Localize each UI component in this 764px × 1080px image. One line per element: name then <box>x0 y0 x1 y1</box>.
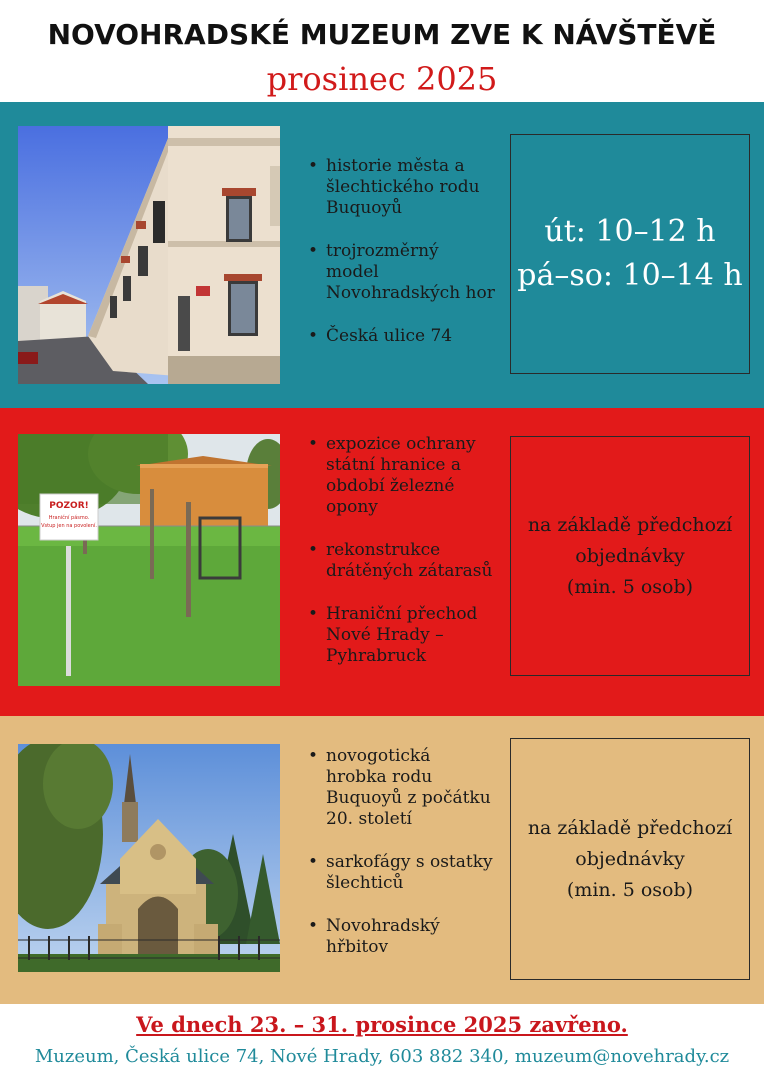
section-museum <box>0 102 764 408</box>
section-border-exhibit <box>0 408 764 716</box>
sign-text: Hraniční pásmo. <box>48 515 90 521</box>
page-title: NOVOHRADSKÉ MUZEUM ZVE K NÁVŠTĚVĚ <box>47 18 717 51</box>
reservation-box <box>510 436 750 676</box>
note-line: objednávky <box>575 544 685 567</box>
page-subtitle: prosinec 2025 <box>266 60 498 98</box>
note-line: na základě předchozí <box>527 513 733 536</box>
reservation-box <box>510 738 750 980</box>
opening-hours-box <box>510 134 750 374</box>
note-line: (min. 5 osob) <box>566 575 694 598</box>
hours-line: út: 10–12 h <box>544 214 716 249</box>
border-exhibit-photo <box>18 434 280 686</box>
sign-text: Vstup jen na povolení. <box>41 523 97 529</box>
note-line: objednávky <box>575 847 685 870</box>
contact-info: Muzeum, Česká ulice 74, Nové Hrady, 603 882 340, muzeum@novehrady.cz <box>34 1046 730 1067</box>
list-item: • sarkofágy s ostatky šlechticů <box>306 852 496 894</box>
museum-building-photo <box>18 126 280 384</box>
hours-line: pá–so: 10–14 h <box>517 258 743 293</box>
list-item: • Novohradský hřbitov <box>306 916 496 958</box>
note-line: na základě předchozí <box>527 816 733 839</box>
museum-bullets <box>306 156 496 369</box>
list-item: • Hraniční přechod Nové Hrady – Pyhrabruck <box>306 604 496 667</box>
list-item: • Česká ulice 74 <box>306 326 496 347</box>
sign-text: POZOR! <box>49 501 89 511</box>
tomb-chapel-photo <box>18 744 280 972</box>
tomb-bullets <box>306 746 496 980</box>
section-tomb <box>0 716 764 1004</box>
list-item: • novogotická hrobka rodu Buquoyů z počátku 20. století <box>306 746 496 830</box>
list-item: • trojrozměrný model Novohradských hor <box>306 241 496 304</box>
border-exhibit-bullets <box>306 434 496 689</box>
note-line: (min. 5 osob) <box>566 878 694 901</box>
closure-notice: Ve dnech 23. – 31. prosince 2025 zavřeno. <box>136 1012 628 1037</box>
list-item: • expozice ochrany státní hranice a období železné opony <box>306 434 496 518</box>
list-item: • rekonstrukce drátěných zátarasů <box>306 540 496 582</box>
list-item: • historie města a šlechtického rodu Buquoyů <box>306 156 496 219</box>
